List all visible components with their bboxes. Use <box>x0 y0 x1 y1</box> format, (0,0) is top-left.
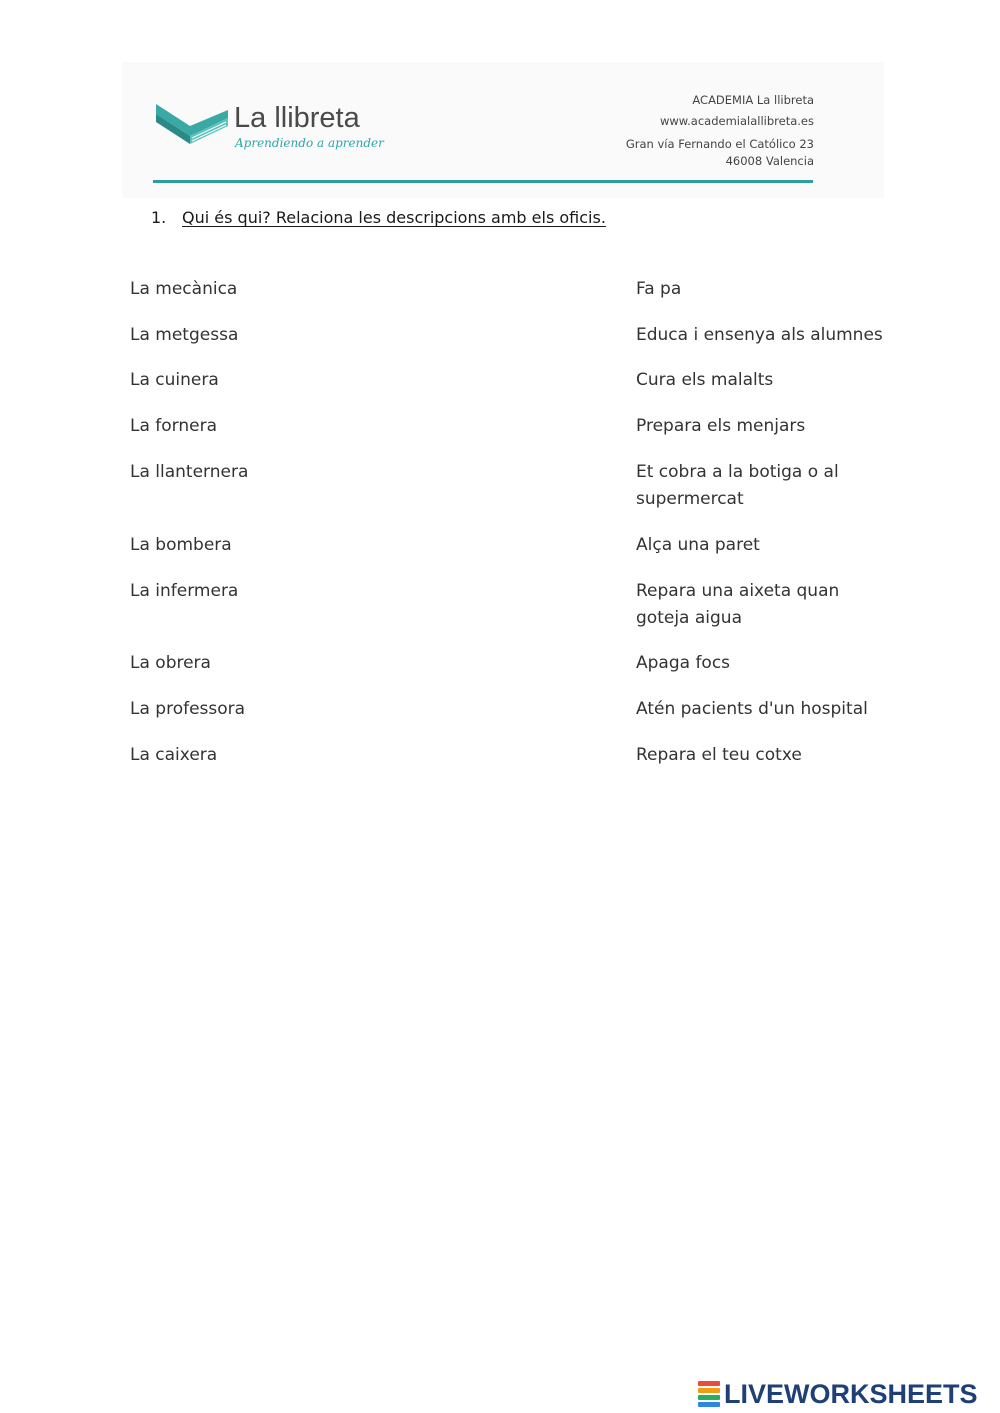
header-divider <box>153 180 813 183</box>
brand-name: La llibreta <box>234 102 360 134</box>
profession-item[interactable]: La metgessa <box>130 325 239 345</box>
book-logo-icon <box>152 96 232 148</box>
profession-item[interactable]: La infermera <box>130 581 239 601</box>
exercise-instruction <box>151 208 606 227</box>
description-item[interactable]: Et cobra a la botiga o al supermercat <box>636 462 839 509</box>
exercise-number: 1. <box>151 208 167 227</box>
badge-bar <box>698 1381 720 1386</box>
profession-item[interactable]: La fornera <box>130 416 218 436</box>
profession-item[interactable]: La bombera <box>130 535 232 555</box>
description-item[interactable]: Prepara els menjars <box>636 416 806 436</box>
contact-block <box>626 90 814 170</box>
description-item[interactable]: Atén pacients d'un hospital <box>636 699 868 719</box>
description-item[interactable]: Educa i ensenya als alumnes <box>636 325 883 345</box>
description-item[interactable]: Repara el teu cotxe <box>636 745 802 765</box>
description-item[interactable]: Apaga focs <box>636 653 731 673</box>
profession-item[interactable]: La mecànica <box>130 279 238 299</box>
liveworksheets-logo-text: LIVEWORKSHEETS <box>724 1378 978 1409</box>
website-link[interactable]: www.academialallibreta.es <box>659 114 814 128</box>
badge-bar <box>698 1395 720 1400</box>
profession-item[interactable]: La obrera <box>130 653 211 673</box>
description-item[interactable]: Repara una aixeta quan goteja aigua <box>636 581 840 628</box>
academy-name: ACADEMIA La llibreta <box>692 93 814 107</box>
profession-item[interactable]: La professora <box>130 699 246 719</box>
exercise-text: Qui és qui? Relaciona les descripcions amb els oficis. <box>182 208 606 227</box>
description-item[interactable]: Cura els malalts <box>636 370 774 390</box>
letterhead <box>122 62 884 198</box>
liveworksheets-footer <box>698 1378 978 1410</box>
profession-item[interactable]: La llanternera <box>130 462 249 482</box>
address-line-1: Gran vía Fernando el Católico 23 <box>625 137 814 151</box>
badge-bar <box>698 1388 720 1393</box>
badge-bar <box>698 1402 720 1407</box>
profession-item[interactable]: La caixera <box>130 745 218 765</box>
live-badge-icon <box>698 1381 720 1407</box>
description-item[interactable]: Alça una paret <box>636 535 760 555</box>
address-line-2: 46008 Valencia <box>725 154 814 168</box>
description-item[interactable]: Fa pa <box>636 279 682 299</box>
profession-item[interactable]: La cuinera <box>130 370 219 390</box>
brand-tagline: Aprendiendo a aprender <box>235 136 384 150</box>
